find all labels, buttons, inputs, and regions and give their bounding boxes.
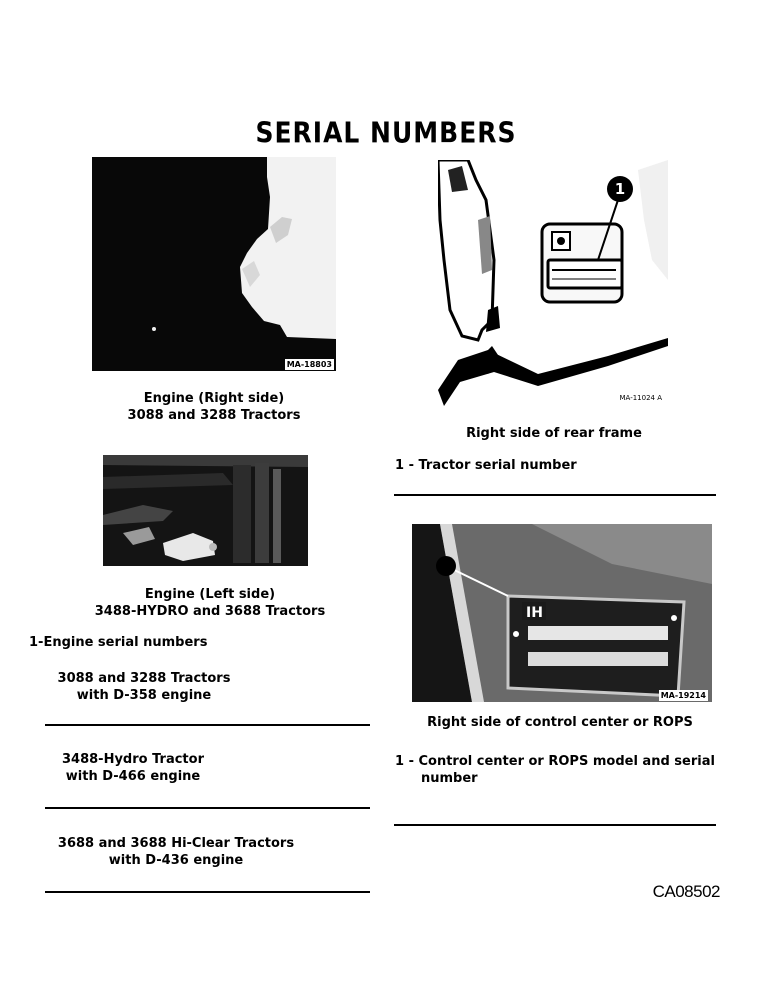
document-code: CA08502: [652, 882, 720, 901]
control-center-photo: [412, 524, 712, 702]
rops-serial-legend: [395, 753, 715, 787]
entry-line: with D-466 engine: [65, 769, 201, 784]
rops-serial-blank: [394, 824, 716, 826]
caption-line: 3488-HYDRO and 3688 Tractors: [94, 604, 326, 619]
serial-entry-1: [44, 670, 244, 704]
caption-line: Engine (Left side): [144, 587, 276, 602]
legend-line: number: [421, 771, 478, 786]
entry-line: 3488-Hydro Tractor: [62, 752, 204, 767]
control-center-caption: Right side of control center or ROPS: [427, 715, 693, 730]
tractor-serial-blank: [394, 494, 716, 496]
caption-line: Engine (Right side): [143, 391, 285, 406]
entry-line: with D-436 engine: [108, 853, 244, 868]
entry-line: 3088 and 3288 Tractors: [57, 671, 231, 686]
entry-line: 3688 and 3688 Hi-Clear Tractors: [57, 836, 295, 851]
callout-number: 1: [614, 180, 626, 198]
serial-entry-3-blank: [45, 891, 370, 893]
engine-left-caption: [40, 586, 380, 620]
photo-tag: MA-11024 A: [619, 394, 662, 402]
rear-frame-caption: Right side of rear frame: [466, 426, 642, 441]
serial-entry-2: [44, 751, 222, 785]
svg-text:IH: IH: [526, 605, 543, 621]
caption-line: 3088 and 3288 Tractors: [127, 408, 301, 423]
photo-tag: MA-18803: [286, 360, 332, 369]
engine-left-side-photo: [103, 455, 308, 566]
serial-entry-3: [40, 835, 312, 869]
serial-entry-2-blank: [45, 807, 370, 809]
callout-1-circle: [607, 176, 633, 202]
legend-line: 1 - Control center or ROPS model and serial: [395, 754, 715, 769]
engine-right-caption: [92, 390, 336, 424]
tractor-serial-legend: 1 - Tractor serial number: [395, 458, 577, 473]
engine-right-side-photo: [92, 157, 336, 371]
photo-tag: MA-19214: [660, 691, 706, 700]
rear-frame-photo: [438, 160, 668, 410]
entry-line: with D-358 engine: [76, 688, 212, 703]
page-title: SERIAL NUMBERS: [255, 115, 517, 150]
engine-serial-legend: 1-Engine serial numbers: [29, 635, 208, 650]
serial-entry-1-blank: [45, 724, 370, 726]
